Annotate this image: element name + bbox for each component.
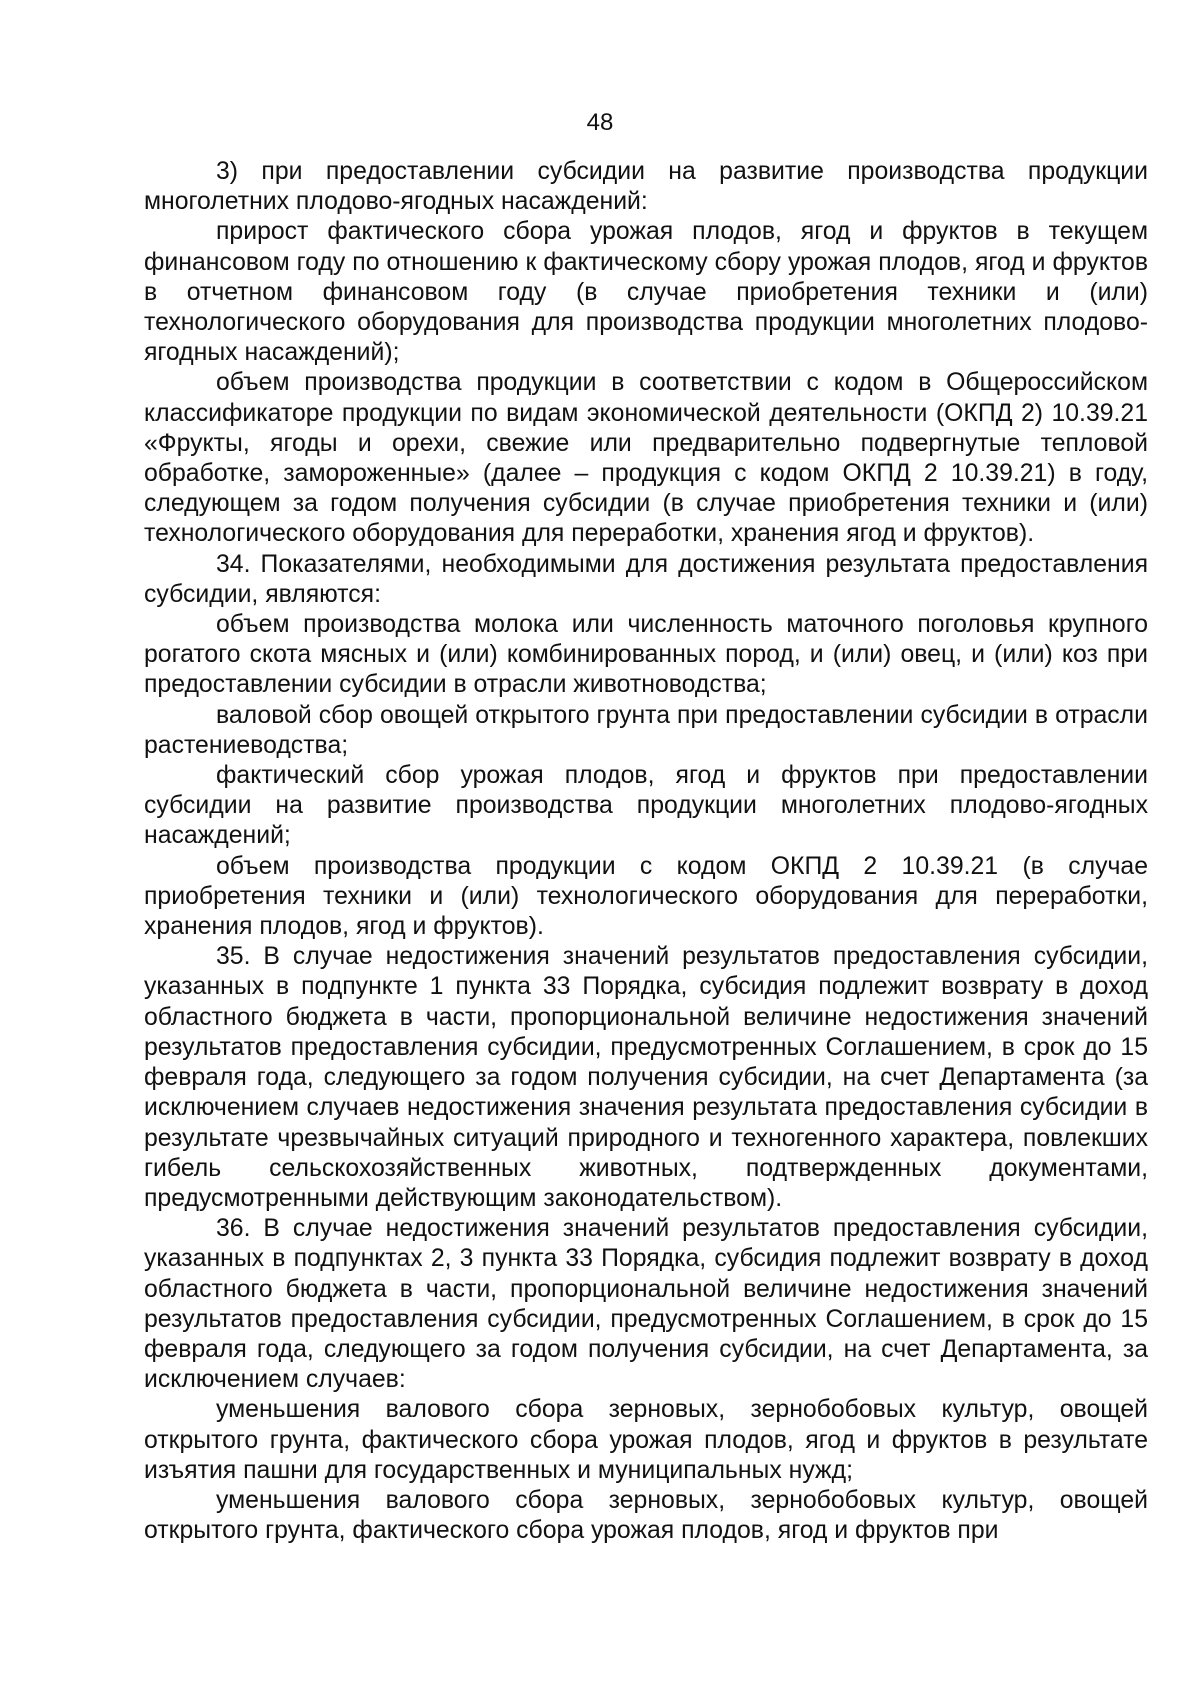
paragraph-exception-land-seizure: уменьшения валового сбора зерновых, зернобобовых культур, овощей открытого грунта, фактического сбора урожая плодов, ягод и фруктов в результате изъятия пашни для государственных и муниципальных нужд; [144, 1396, 1148, 1484]
paragraph-milk-livestock: объем производства молока или численность маточного поголовья крупного рогатого скота мясных и (или) комбинированных пород, и (или) овец, и (или) коз при предоставлении субсидии в отрасли животноводства; [144, 611, 1148, 699]
paragraph-vegetables: валовой сбор овощей открытого грунта при предоставлении субсидии в отрасли растениеводства; [144, 701, 1148, 759]
paragraph-production-volume-okpd: объем производства продукции в соответствии с кодом в Общероссийском классификаторе продукции по видам экономической деятельности (ОКПД 2) 10.39.21 «Фрукты, ягоды и орехи, свежие или предварительно подвергнутые тепловой обработке, замороженные» (далее – продукция с кодом ОКПД 2 10.39.21) в году, следующем за годом получения субсидии (в случае приобретения техники и (или) технологического оборудования для переработки, хранения ягод и фруктов). [144, 369, 1148, 548]
page-number: 48 [586, 109, 614, 136]
paragraph-item-35: 35. В случае недостижения значений результатов предоставления субсидии, указанных в подпункте 1 пункта 33 Порядка, субсидия подлежит возврату в доход областного бюджета в части, пропорциональной величине недостижения значений результатов предоставления субсидии, предусмотренных Соглашением, в срок до 15 февраля года, следующего за годом получения субсидии, на счет Департамента (за исключением случаев недостижения значения результата предоставления субсидии в результате чрезвычайных ситуаций природного и техногенного характера, повлекших гибель сельскохозяйственных животных, подтвержденных документами, предусмотренными действующим законодательством). [144, 943, 1148, 1212]
paragraph-item-34: 34. Показателями, необходимыми для достижения результата предоставления субсидии, являются: [144, 550, 1148, 608]
paragraph-exception-continued: уменьшения валового сбора зерновых, зернобобовых культур, овощей открытого грунта, фактического сбора урожая плодов, ягод и фруктов при [144, 1486, 1148, 1545]
paragraph-item-36: 36. В случае недостижения значений результатов предоставления субсидии, указанных в подпунктах 2, 3 пункта 33 Порядка, субсидия подлежит возврату в доход областного бюджета в части, пропорциональной величине недостижения значений результатов предоставления субсидии, предусмотренных Соглашением, в срок до 15 февраля года, следующего за годом получения субсидии, на счет Департамента, за исключением случаев: [144, 1215, 1148, 1394]
paragraph-okpd-volume: объем производства продукции с кодом ОКПД 2 10.39.21 (в случае приобретения техники и (или) технологического оборудования для переработки, хранения плодов, ягод и фруктов). [144, 852, 1148, 941]
paragraph-fruit-harvest: фактический сбор урожая плодов, ягод и фруктов при предоставлении субсидии на развитие производства продукции многолетних плодово-ягодных насаждений; [144, 762, 1148, 850]
document-body [144, 157, 1148, 1546]
paragraph-subitem-3: 3) при предоставлении субсидии на развитие производства продукции многолетних плодово-ягодных насаждений: [144, 158, 1148, 216]
paragraph-harvest-growth: прирост фактического сбора урожая плодов, ягод и фруктов в текущем финансовом году по отношению к фактическому сбору урожая плодов, ягод и фруктов в отчетном финансовом году (в случае приобретения техники и (или) технологического оборудования для производства продукции многолетних плодово-ягодных насаждений); [144, 218, 1148, 367]
